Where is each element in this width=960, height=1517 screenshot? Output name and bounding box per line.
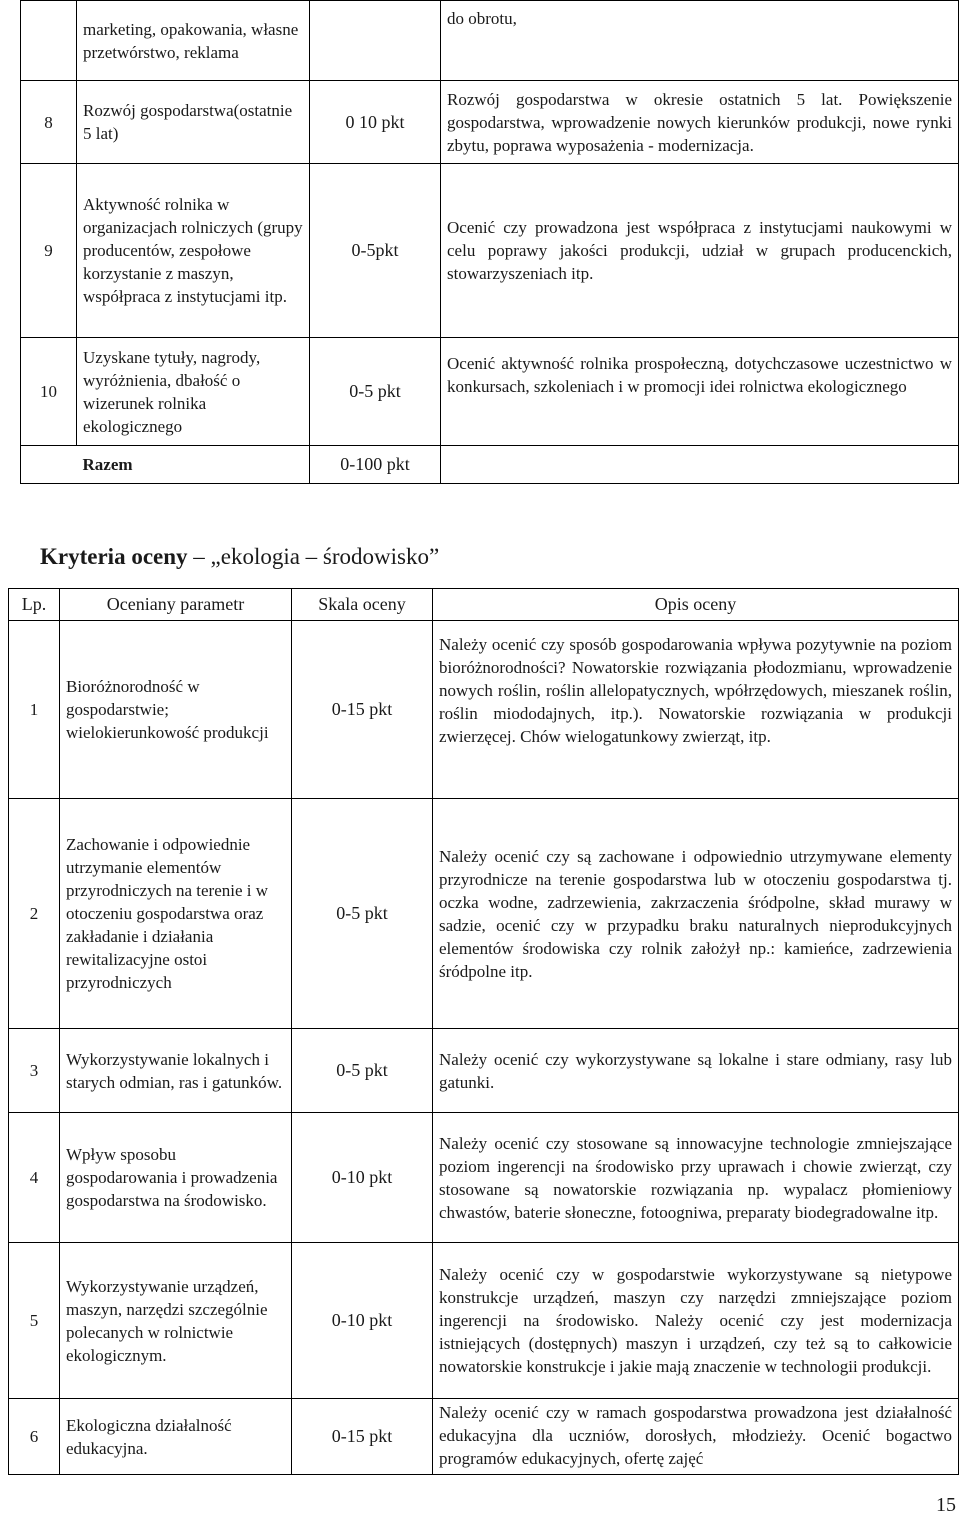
- param-cell: Wpływ sposobu gospodarowania i prowadzenia gospodarstwa na środowisko.: [60, 1113, 292, 1243]
- desc-cell: Należy ocenić czy sposób gospodarowania wpływa pozytywnie na poziom bioróżnorodności? Nowatorskie rozwiązania płodozmianu, wprowadzenie nowych roślin, roślin allelopatycznych, wpółrzędowych, mieszanek roślin, roślin miododajnych, itp.). Nowatorskie rozwiązania w produkcji zwierzęcej. Chów wielogatunkowy zwierząt, itp.: [433, 621, 959, 799]
- param-cell: Rozwój gospodarstwa(ostatnie 5 lat): [77, 81, 310, 164]
- criteria-table-ecology: [8, 588, 959, 1475]
- criteria-table-continued: [20, 0, 959, 484]
- lp-cell: 2: [9, 799, 60, 1029]
- header-lp: Lp.: [9, 589, 60, 621]
- param-cell: Wykorzystywanie lokalnych i starych odmian, ras i gatunków.: [60, 1029, 292, 1113]
- total-label: Razem: [77, 446, 310, 484]
- desc-cell: Rozwój gospodarstwa w okresie ostatnich 5 lat. Powiększenie gospodarstwa, wprowadzenie nowych kierunków produkcji, nowe rynki zbytu, poprawa wyposażenia - modernizacja.: [441, 81, 959, 164]
- table-row: [21, 338, 959, 446]
- table-header-row: [9, 589, 959, 621]
- table-row: [9, 1113, 959, 1243]
- param-cell: Wykorzystywanie urządzeń, maszyn, narzędzi szczególnie polecanych w rolnictwie ekologicznym.: [60, 1243, 292, 1399]
- desc-cell: Ocenić czy prowadzona jest współpraca z instytucjami naukowymi w celu poprawy jakości produkcji, udział w grupach producenckich, stowarzyszeniach itp.: [441, 164, 959, 338]
- total-scale: 0-100 pkt: [310, 446, 441, 484]
- param-cell: Aktywność rolnika w organizacjach rolniczych (grupy producentów, zespołowe korzystanie z maszyn, współpraca z instytucjami itp.: [77, 164, 310, 338]
- desc-cell: Należy ocenić czy w ramach gospodarstwa prowadzona jest działalność edukacyjna dla uczniów, dorosłych, młodzieży. Ocenić bogactwo programów edukacyjnych, ofertę zajęć: [433, 1399, 959, 1475]
- lp-cell: 10: [21, 338, 77, 446]
- header-param: Oceniany parametr: [60, 589, 292, 621]
- table-row: [9, 1243, 959, 1399]
- section-title: Kryteria oceny – „ekologia – środowisko”: [40, 544, 440, 569]
- scale-cell: 0-10 pkt: [292, 1243, 433, 1399]
- scale-cell: 0-5 pkt: [292, 1029, 433, 1113]
- lp-cell: 6: [9, 1399, 60, 1475]
- scale-cell: 0-15 pkt: [292, 1399, 433, 1475]
- param-cell: Uzyskane tytuły, nagrody, wyróżnienia, dbałość o wizerunek rolnika ekologicznego: [77, 338, 310, 446]
- page-number: 15: [936, 1494, 956, 1516]
- lp-cell: 4: [9, 1113, 60, 1243]
- total-row: [21, 446, 959, 484]
- table-row: [21, 81, 959, 164]
- lp-cell: 9: [21, 164, 77, 338]
- table-row: [9, 1399, 959, 1475]
- desc-cell: Ocenić aktywność rolnika prospołeczną, dotychczasowe uczestnictwo w konkursach, szkoleniach i w promocji idei rolnictwa ekologicznego: [441, 338, 959, 446]
- table-row: [9, 1029, 959, 1113]
- desc-cell: Należy ocenić czy w gospodarstwie wykorzystywane są nietypowe konstrukcje urządzeń, maszyn czy narzędzi zmniejszające poziom ingerencji na środowisko. Należy ocenić czy jest modernizacja istniejących (dostępnych) maszyn i urządzeń, czy też są to całkowicie nowatorskie konstrukcje i jakie mają znaczenie w technologii produkcji.: [433, 1243, 959, 1399]
- lp-cell: 5: [9, 1243, 60, 1399]
- header-desc: Opis oceny: [433, 589, 959, 621]
- scale-cell: 0-5pkt: [310, 164, 441, 338]
- lp-cell: 8: [21, 81, 77, 164]
- lp-cell: 1: [9, 621, 60, 799]
- header-scale: Skala oceny: [292, 589, 433, 621]
- desc-cell: Należy ocenić czy są zachowane i odpowiednio utrzymywane elementy przyrodnicze na terenie gospodarstwa lub w otoczeniu gospodarstwa tj. oczka wodne, zadrzewienia, zakrzaczenia śródpolne, skład murawy w sadzie, ocenić czy w przypadku braku naturalnych nieprodukcyjnych elementów środowiska czy rolnik założył np.: kamieńce, zadrzewienia śródpolne itp.: [433, 799, 959, 1029]
- lp-cell: 3: [9, 1029, 60, 1113]
- scale-cell: 0-5 pkt: [310, 338, 441, 446]
- desc-cell: Należy ocenić czy wykorzystywane są lokalne i stare odmiany, rasy lub gatunki.: [433, 1029, 959, 1113]
- table-row: [9, 621, 959, 799]
- scale-cell: 0-15 pkt: [292, 621, 433, 799]
- param-cell: Zachowanie i odpowiednie utrzymanie elementów przyrodniczych na terenie i w otoczeniu gospodarstwa oraz zakładanie i działania rewitalizacyjne ostoi przyrodniczych: [60, 799, 292, 1029]
- desc-cell: do obrotu,: [441, 1, 959, 81]
- scale-cell: 0-10 pkt: [292, 1113, 433, 1243]
- param-cell: Ekologiczna działalność edukacyjna.: [60, 1399, 292, 1475]
- desc-cell: Należy ocenić czy stosowane są innowacyjne technologie zmniejszające poziom ingerencji na środowisko przy uprawach i chowie zwierząt, czy stosowane są nowatorskie rozwiązania np. wypalacz płomieniowy chwastów, baterie słoneczne, fotoogniwa, preparaty biodegradowalne itp.: [433, 1113, 959, 1243]
- table-row: [21, 1, 959, 81]
- param-cell: Bioróżnorodność w gospodarstwie; wielokierunkowość produkcji: [60, 621, 292, 799]
- scale-cell: 0-5 pkt: [292, 799, 433, 1029]
- table-row: [9, 799, 959, 1029]
- param-cell: marketing, opakowania, własne przetwórstwo, reklama: [77, 1, 310, 81]
- scale-cell: 0 10 pkt: [310, 81, 441, 164]
- table-row: [21, 164, 959, 338]
